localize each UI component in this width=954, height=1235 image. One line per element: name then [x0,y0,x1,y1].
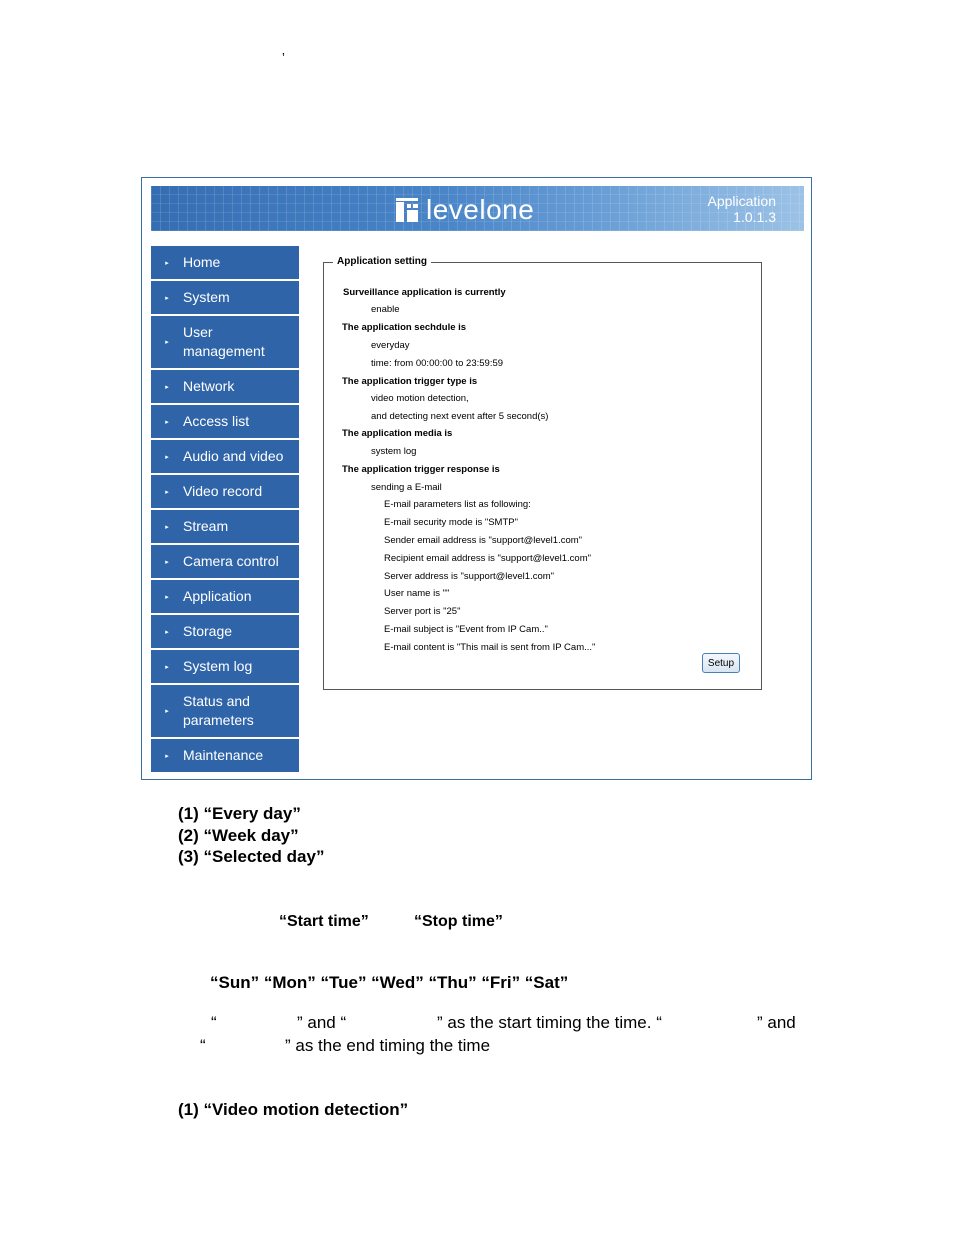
chevron-right-icon: ▸ [165,752,169,760]
schedule-option-week-day: (2) “Week day” [178,826,299,845]
sidebar-item-label: Application [183,588,252,604]
stop-time-label: “Stop time” [414,913,503,930]
paragraph-fragment: “ [211,1013,217,1032]
setting-value: E-mail subject is "Event from IP Cam.." [384,624,548,635]
sidebar-item-label: Video record [183,483,263,499]
sidebar-item-label: Stream [183,518,229,534]
setting-value: User name is "" [384,588,450,599]
chevron-right-icon: ▸ [165,663,169,671]
sidebar-item-label: Camera control [183,553,279,569]
paragraph-fragment: ” and [757,1013,796,1032]
setting-value: E-mail content is "This mail is sent from IP Cam..." [384,642,596,653]
weekday-list: “Sun” “Mon” “Tue” “Wed” “Thu” “Fri” “Sat” [210,973,569,992]
chevron-right-icon: ▸ [165,628,169,636]
chevron-right-icon: ▸ [165,418,169,426]
sidebar-item-label: Maintenance [183,747,264,763]
chevron-right-icon: ▸ [165,339,169,346]
setting-value: E-mail security mode is "SMTP" [384,517,518,528]
setting-value: system log [371,446,417,457]
sidebar-item-system[interactable] [151,281,299,316]
sidebar-item-label: Access list [183,413,250,429]
setting-value: Server port is "25" [384,606,461,617]
chevron-right-icon: ▸ [165,523,169,531]
panel-title: Application setting [333,256,431,268]
logo-text: levelone [426,194,535,225]
setting-value: Sender email address is "support@level1.com" [384,535,583,546]
sidebar-item-network[interactable] [151,370,299,405]
setting-value: Server address is "support@level1.com" [384,571,555,582]
chevron-right-icon: ▸ [165,453,169,461]
version-number: 1.0.1.3 [733,209,776,225]
chevron-right-icon: ▸ [165,294,169,302]
chevron-right-icon: ▸ [165,488,169,496]
sidebar-item-label: System log [183,658,253,674]
setting-value: video motion detection, [371,393,469,404]
schedule-option-every-day: (1) “Every day” [178,804,301,823]
sidebar-nav [151,246,299,774]
setting-heading: The application sechdule is [342,322,467,333]
sidebar-item-stream[interactable] [151,510,299,545]
sidebar-item-label: System [183,289,230,305]
paragraph-fragment: “ [200,1036,206,1055]
sidebar-item-home[interactable] [151,246,299,281]
sidebar-item-storage[interactable] [151,615,299,650]
sidebar-item-video-record[interactable] [151,475,299,510]
setting-value: E-mail parameters list as following: [384,499,531,510]
chevron-right-icon: ▸ [165,593,169,601]
levelone-logo [396,196,534,224]
sidebar-item-label: Audio and video [183,448,284,464]
sidebar-item-camera-control[interactable] [151,545,299,580]
levelone-logo-icon [396,198,418,222]
app-version-label [708,193,777,225]
setting-value: Recipient email address is "support@level1.com" [384,553,592,564]
setting-heading: Surveillance application is currently [343,287,506,298]
chevron-right-icon: ▸ [165,708,169,715]
setting-heading: The application media is [342,428,453,439]
application-screenshot [141,177,812,780]
setting-heading: The application trigger type is [342,376,478,387]
header-banner [151,186,804,231]
sidebar-item-label: Network [183,378,235,394]
chevron-right-icon: ▸ [165,558,169,566]
sidebar-item-maintenance[interactable] [151,739,299,774]
setting-value: and detecting next event after 5 second(s) [371,411,549,422]
start-time-label: “Start time” [279,913,369,930]
chevron-right-icon: ▸ [165,259,169,267]
setting-value: everyday [371,340,410,351]
setting-value: sending a E-mail [371,482,442,493]
sidebar-item-access-list[interactable] [151,405,299,440]
sidebar-item-label: User management [183,324,265,359]
sidebar-item-audio-and-video[interactable] [151,440,299,475]
setting-value: enable [371,304,400,315]
sidebar-item-system-log[interactable] [151,650,299,685]
sidebar-item-status-and-parameters[interactable] [151,685,299,739]
sidebar-item-application[interactable] [151,580,299,615]
paragraph-fragment: ” as the start timing the time. “ [437,1013,662,1032]
setup-button[interactable]: Setup [702,653,740,673]
paragraph-fragment: ” and “ [297,1013,347,1032]
application-setting-panel [323,256,762,690]
chevron-right-icon: ▸ [165,383,169,391]
setting-value: time: from 00:00:00 to 23:59:59 [371,358,504,369]
app-name: Application [707,193,776,209]
trigger-option-video-motion: (1) “Video motion detection” [178,1100,409,1119]
stray-mark: ’ [282,50,285,65]
sidebar-item-label: Home [183,254,221,270]
schedule-option-selected-day: (3) “Selected day” [178,847,325,866]
setting-heading: The application trigger response is [342,464,500,475]
sidebar-item-user-management[interactable] [151,316,299,370]
sidebar-item-label: Storage [183,623,233,639]
sidebar-item-label: Status and parameters [183,693,254,728]
paragraph-fragment: ” as the end timing the time [285,1036,491,1055]
